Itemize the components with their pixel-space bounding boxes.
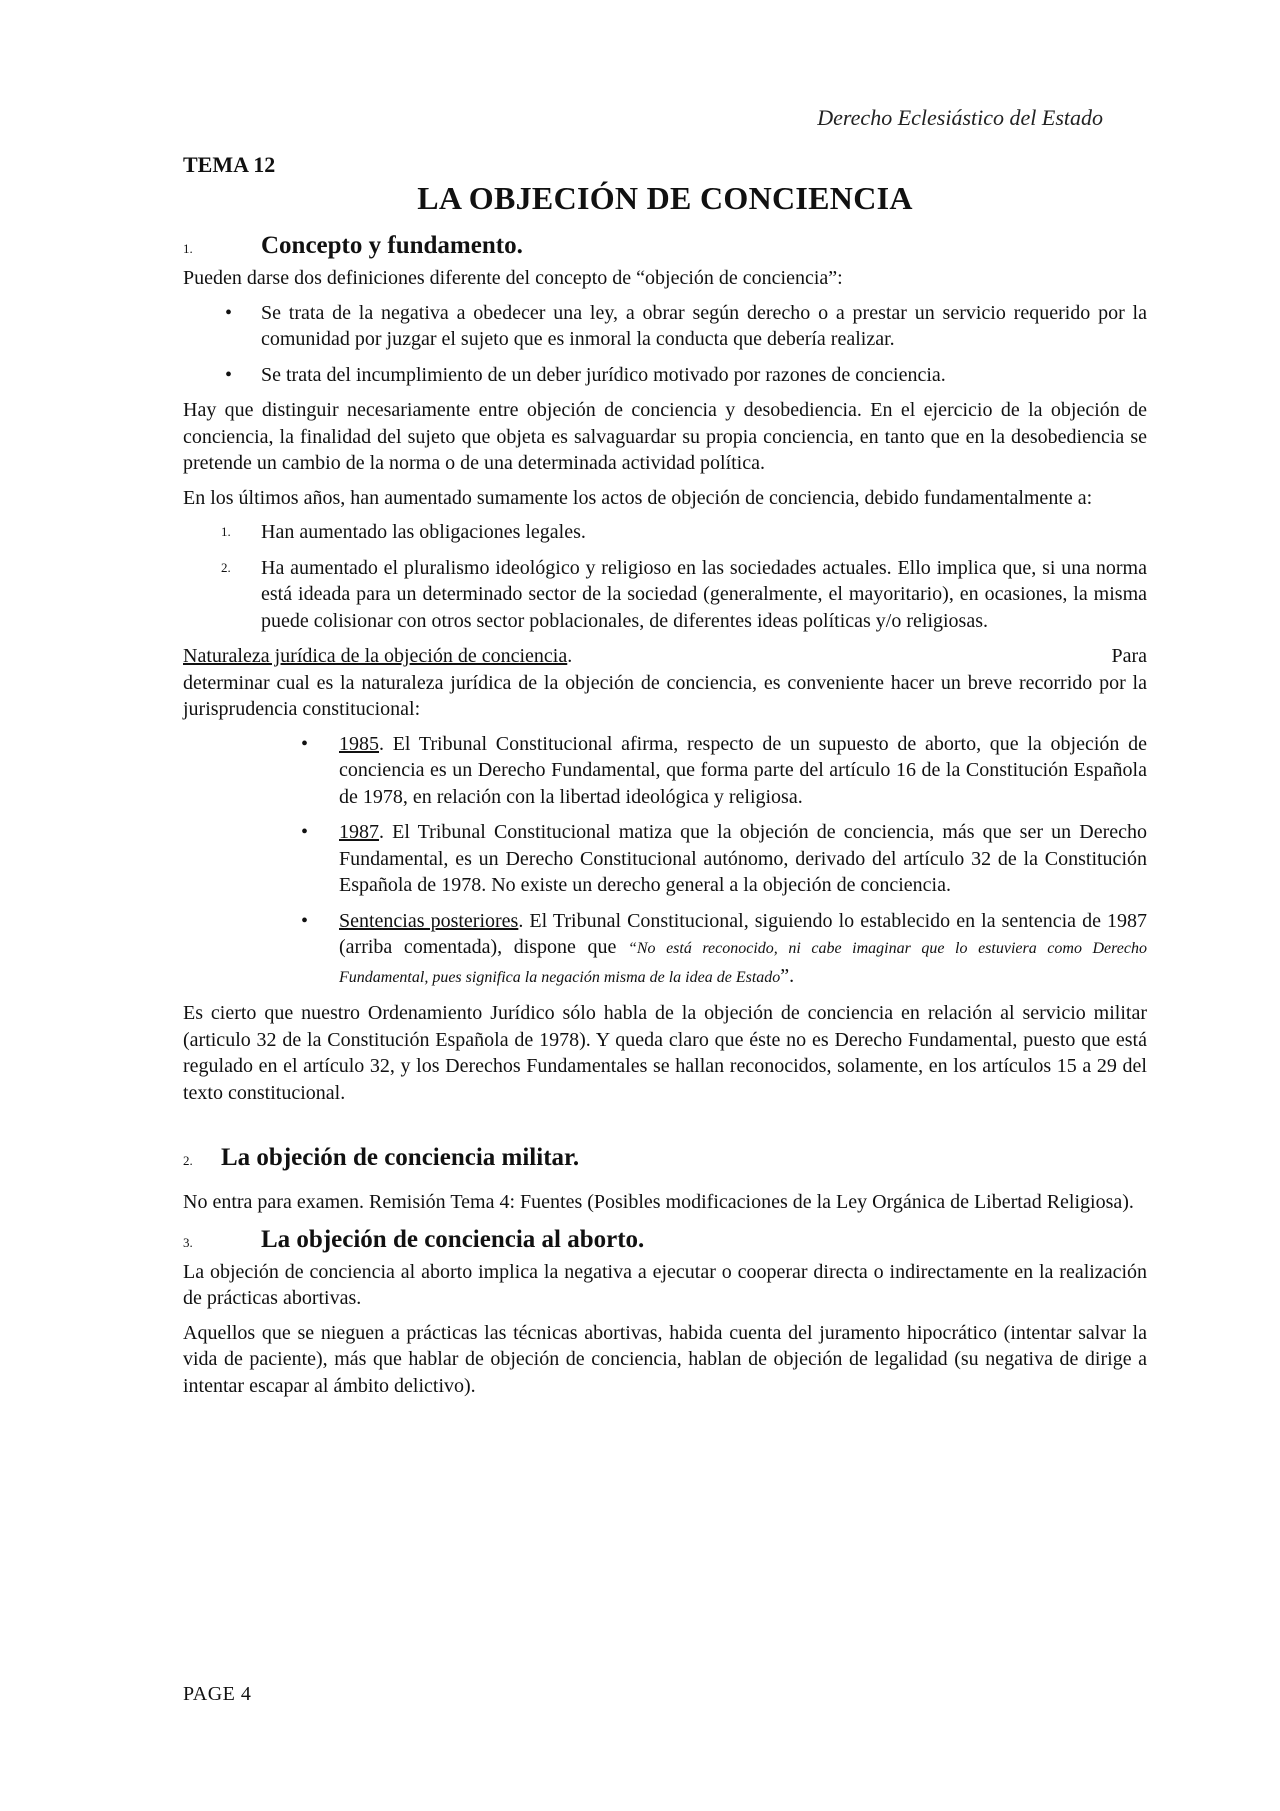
jurisprudence-item-1987	[339, 819, 1147, 899]
spacer	[183, 1177, 1147, 1189]
spacer	[183, 1114, 1147, 1142]
naturaleza-label: Naturaleza jurídica de la objeción de conciencia	[183, 645, 568, 667]
document-page	[183, 0, 1147, 1811]
list-item	[183, 908, 1147, 992]
paragraph-distinguir: Hay que distinguir necesariamente entre objeción de conciencia y desobediencia. En el ejercicio de la objeción de conciencia, la finalidad del sujeto que objeta es salvaguardar su propia conciencia, en tanto que en la desobediencia se pretende un cambio de la norma o de una determinada actividad política.	[183, 399, 1147, 474]
bullet-icon: •	[225, 301, 233, 324]
reason-text: Han aumentado las obligaciones legales.	[261, 521, 586, 543]
paragraph-ultimos: En los últimos años, han aumentado sumamente los actos de objeción de conciencia, debido fundamentalmente a:	[183, 486, 1093, 509]
paragraph-cierto: Es cierto que nuestro Ordenamiento Jurídico sólo habla de la objeción de conciencia en relación al servicio militar (articulo 32 de la Constitución Española de 1978). Y queda claro que éste no es Derecho Fundamental, puesto que está regulado en el artículo 32, y los Derechos Fundamentales se hallan reconocidos, solamente, en los artículos 15 a 29 del texto constitucional.	[183, 1002, 1147, 1104]
list-item	[183, 519, 1147, 546]
sentencias-label: Sentencias posteriores	[339, 909, 519, 932]
list-item	[183, 731, 1147, 811]
page-title: LA OBJECIÓN DE CONCIENCIA	[417, 180, 913, 216]
jurisprudence-text: . El Tribunal Constitucional, siguiendo lo establecido en la sentencia de 1987 (arriba comentada), dispone que	[339, 909, 1148, 958]
bullet-icon: •	[301, 732, 309, 755]
section-2-heading	[183, 1142, 1147, 1177]
year-label: 1987	[339, 821, 379, 843]
bullet-icon: •	[301, 821, 309, 843]
paragraph-s3-1: La objeción de conciencia al aborto implica la negativa a ejecutar o cooperar directa o indirectamente en la realización de prácticas abortivas.	[183, 1260, 1147, 1309]
definitions-list	[183, 300, 1147, 389]
section-2-title: La objeción de conciencia militar.	[221, 1144, 580, 1171]
naturaleza-heading-row	[183, 643, 1147, 670]
section-2-number: 2.	[183, 1153, 193, 1168]
naturaleza-para-word: Para	[1111, 645, 1147, 667]
list-item	[183, 300, 1147, 353]
list-item	[183, 819, 1147, 899]
definition-text: Se trata de la negativa a obedecer una ley, a obrar según derecho o a prestar un servicio requerido por la comunidad por juzgar el sujeto que es inmoral la conducta que debería realizar.	[261, 301, 1147, 350]
list-item	[183, 555, 1147, 635]
document-body	[183, 230, 1147, 1407]
paragraph-s3-2: Aquellos que se nieguen a prácticas las técnicas abortivas, habida cuenta del juramento hipocrático (intentar salvar la vida de paciente), más que hablar de objeción de conciencia, hablan de objeción de legalidad (su negativa de dirige a intentar escapar al ámbito delictivo).	[183, 1321, 1147, 1397]
paragraph-naturaleza: determinar cual es la naturaleza jurídica de la objeción de conciencia, es conveniente hacer un breve recorrido por la jurisprudencia constitucional:	[183, 671, 1147, 720]
jurisprudence-text: . El Tribunal Constitucional afirma, respecto de un supuesto de aborto, que la objeción de conciencia es un Derecho Fundamental, que forma parte del artículo 16 de la Constitución Española de 1978, en relación con la libertad ideológica y religiosa.	[339, 732, 1147, 808]
list-item	[183, 362, 1147, 389]
quote-end: ”.	[780, 964, 795, 987]
section-1-number: 1.	[183, 241, 193, 256]
year-label: 1985	[339, 732, 379, 755]
tema-label: TEMA 12	[183, 152, 276, 177]
section-3-number: 3.	[183, 1234, 193, 1250]
definition-text: Se trata del incumplimiento de un deber jurídico motivado por razones de conciencia.	[261, 363, 946, 386]
quote-text: “No está reconocido, ni cabe imaginar que lo estuviera como Derecho Fundamental, pues significa la negación misma de la idea de Estado	[339, 940, 1147, 986]
page-number: PAGE 4	[183, 1683, 252, 1705]
naturaleza-heading	[183, 643, 572, 670]
section-3-title: La objeción de conciencia al aborto.	[261, 1225, 645, 1253]
jurisprudence-text: . El Tribunal Constitucional matiza que la objeción de conciencia, más que ser un Derecho Fundamental, es un Derecho Constitucional autónomo, derivado del artículo 32 de la Constitución Española de 1978. No existe un derecho general a la objeción de conciencia.	[339, 821, 1147, 896]
jurisprudence-item-1985	[339, 731, 1147, 811]
section-1-heading	[183, 230, 1147, 265]
bullet-icon: •	[225, 363, 233, 386]
jurisprudence-item-posteriores	[339, 908, 1147, 992]
paragraph-intro: Pueden darse dos definiciones diferente del concepto de “objeción de conciencia”:	[183, 267, 843, 289]
section-1-title: Concepto y fundamento.	[261, 232, 523, 259]
paragraph-s2: No entra para examen. Remisión Tema 4: Fuentes (Posibles modificaciones de la Ley Orgánica de Libertad Religiosa).	[183, 1191, 1134, 1213]
reason-text: Ha aumentado el pluralismo ideológico y religioso en las sociedades actuales. Ello implica que, si una norma está ideada para un determinado sector de la sociedad (generalmente, el mayoritario), en ocasiones, la misma puede colisionar con otros sector poblacionales, de diferentes ideas políticas y/o religiosas.	[261, 556, 1147, 632]
running-header: Derecho Eclesiástico del Estado	[817, 105, 1103, 130]
section-3-heading	[183, 1224, 1147, 1259]
list-number: 1.	[221, 524, 231, 539]
jurisprudence-list	[183, 731, 1147, 992]
bullet-icon: •	[301, 909, 309, 932]
naturaleza-dot: .	[567, 645, 573, 667]
reasons-list	[183, 519, 1147, 634]
list-number: 2.	[221, 559, 231, 575]
